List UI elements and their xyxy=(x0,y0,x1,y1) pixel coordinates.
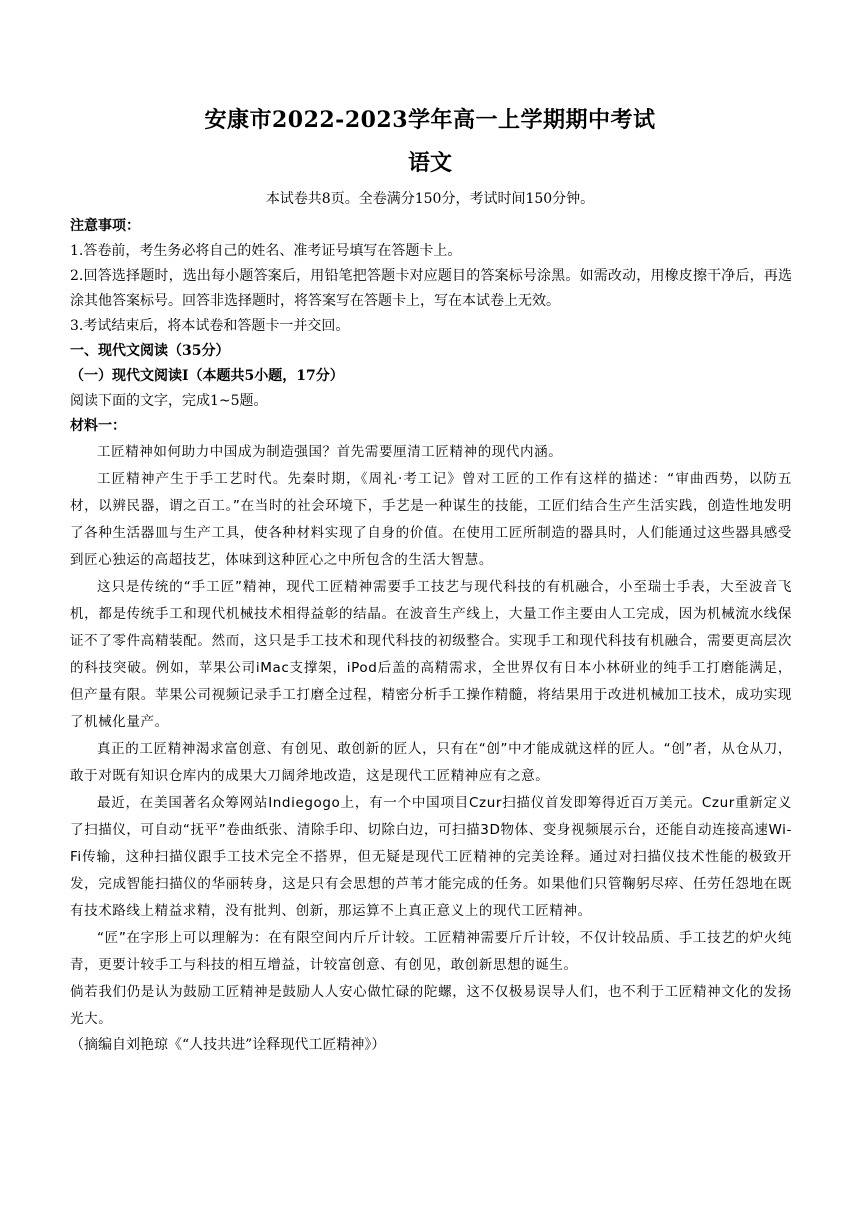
reading-instruction: 阅读下面的文字，完成1~5题。 xyxy=(70,393,268,409)
material-text xyxy=(70,439,792,1033)
material-paragraph: 最近，在美国著名众筹网站Indiegogo上，有一个中国项目Czur扫描仪首发即筹得近百万美元。Czur重新定义了扫描仪，可自动“抚平”卷曲纸张、清除手印、切除白边，可扫描3D物体、变身视频展示台，还能自动连接高速Wi-Fi传输，这种扫描仪跟手工技术完全不搭界，但无疑是现代工匠精神的完美诠释。通过对扫描仪技术性能的极致开发，完成智能扫描仪的华丽转身，这是只有会思想的芦苇才能完成的任务。如果他们只管鞠躬尽瘁、任劳任怨地在既有技术路线上精益求精，没有批判、创新，那运算不上真正意义上的现代工匠精神。 xyxy=(70,795,792,919)
material-source: （摘编自刘艳琼《“人技共进”诠释现代工匠精神》） xyxy=(70,1037,386,1053)
material-paragraph: 真正的工匠精神渴求富创意、有创见、敢创新的匠人，只有在“创”中才能成就这样的匠人。“创”者，从仓从刀，敢于对既有知识仓库内的成果大刀阔斧地改造，这是现代工匠精神应有之意。 xyxy=(70,741,792,784)
notice-item-1: 1.答卷前，考生务必将自己的姓名、准考证号填写在答题卡上。 xyxy=(70,243,462,259)
exam-title: 安康市2022-2023学年高一上学期期中考试 xyxy=(204,107,656,133)
exam-body xyxy=(70,214,792,1058)
subject-title: 语文 xyxy=(407,150,452,176)
material-paragraph: 倘若我们仍是认为鼓励工匠精神是鼓励人人安心做忙碌的陀螺，这不仅极易误导人们，也不利于工匠精神文化的发扬光大。 xyxy=(70,984,792,1027)
material-paragraph: 工匠精神如何助力中国成为制造强国？首先需要厘清工匠精神的现代内涵。 xyxy=(97,444,563,460)
material-paragraph: 这只是传统的“手工匠”精神，现代工匠精神需要手工技艺与现代科技的有机融合，小至瑞士手表，大至波音飞机，都是传统手工和现代机械技术相得益彰的结晶。在波音生产线上，大量工作主要由人工完成，因为机械流水线保证不了零件高精装配。然而，这只是手工技术和现代科技的初级整合。实现手工和现代科技有机融合，需要更高层次的科技突破。例如，苹果公司iMac支撑架，iPod后盖的高精需求，全世界仅有日本小林研业的纯手工打磨能满足，但产量有限。苹果公司视频记录手工打磨全过程，精密分析手工操作精髓，将结果用于改进机械加工技术，成功实现了机械化量产。 xyxy=(70,579,792,730)
notice-heading: 注意事项： xyxy=(70,218,140,234)
section-heading: 一、现代文阅读（35分） xyxy=(70,343,230,359)
section-sub-heading: （一）现代文阅读Ⅰ（本题共5小题，17分） xyxy=(70,368,344,384)
notice-item-2: 2.回答选择题时，选出每小题答案后，用铅笔把答题卡对应题目的答案标号涂黑。如需改动，用橡皮擦干净后，再选涂其他答案标号。回答非选择题时，将答案写在答题卡上，写在本试卷上无效。 xyxy=(70,268,792,309)
notice-item-3: 3.考试结束后，将本试卷和答题卡一并交回。 xyxy=(70,318,350,334)
material-paragraph: “匠”在字形上可以理解为：在有限空间内斤斤计较。工匠精神需要斤斤计较，不仅计较品质、手工技艺的炉火纯青，更要计较手工与科技的相互增益，计较富创意、有创见，敢创新思想的诞生。 xyxy=(70,930,792,973)
exam-info: 本试卷共8页。全卷满分150分，考试时间150分钟。 xyxy=(265,191,595,207)
material-label: 材料一： xyxy=(70,418,126,434)
material-paragraph: 工匠精神产生于手工艺时代。先秦时期，《周礼·考工记》曾对工匠的工作有这样的描述：“审曲西势，以防五材，以辨民器，谓之百工。”在当时的社会环境下，手艺是一种谋生的技能，工匠们结合生产生活实践，创造性地发明了各种生活器皿与生产工具，使各种材料实现了自身的价值。在使用工匠所制造的器具时，人们能通过这些器具感受到匠心独运的高超技艺，体味到这种匠心之中所包含的生活大智慧。 xyxy=(70,471,792,568)
